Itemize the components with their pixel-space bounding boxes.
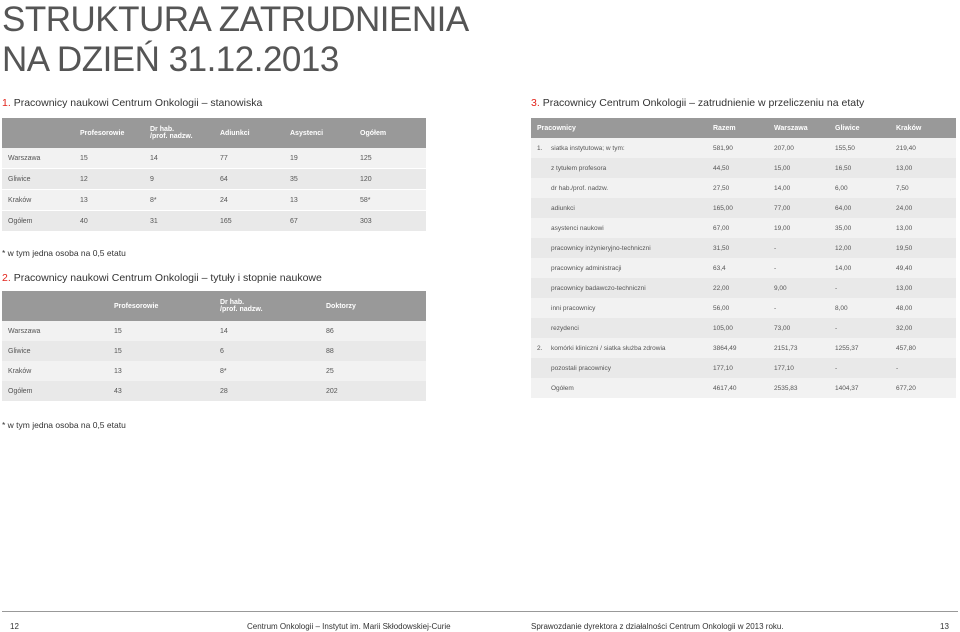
table-cell: 77,00	[774, 198, 835, 218]
row-label: Kraków	[2, 190, 80, 211]
table-body	[2, 321, 426, 401]
table-cell: 22,00	[713, 278, 774, 298]
table-cell: 219,40	[896, 138, 956, 158]
table-cell: -	[835, 318, 896, 338]
table-cell: 43	[114, 381, 220, 401]
table-row	[531, 358, 956, 378]
table-cell: 67	[290, 211, 360, 232]
section1-title: Pracownicy naukowi Centrum Onkologii – stanowiska	[13, 97, 263, 109]
table-cell: 27,50	[713, 178, 774, 198]
row-number	[531, 278, 545, 298]
table-cell: -	[774, 238, 835, 258]
table-cell: 7,50	[896, 178, 956, 198]
table-row	[531, 238, 956, 258]
table-cell: 49,40	[896, 258, 956, 278]
table-cell: 12	[80, 169, 150, 190]
row-number	[531, 378, 545, 398]
row-label: pracownicy badawczo-techniczni	[545, 278, 713, 298]
table-cell: 6,00	[835, 178, 896, 198]
row-number	[531, 198, 545, 218]
table-row	[531, 158, 956, 178]
table-cell: 58*	[360, 190, 426, 211]
page-title	[2, 0, 469, 80]
table-row	[531, 338, 956, 358]
table-cell: 202	[326, 381, 426, 401]
table-cell: -	[774, 298, 835, 318]
column-header: Doktorzy	[326, 291, 426, 321]
table-header-row	[2, 118, 426, 148]
table-row	[531, 278, 956, 298]
column-header: Kraków	[896, 118, 956, 138]
table-cell: 9	[150, 169, 220, 190]
table-fte	[531, 118, 956, 398]
table-cell: 64	[220, 169, 290, 190]
row-label: pracownicy inżynieryjno-techniczni	[545, 238, 713, 258]
row-label: dr hab./prof. nadzw.	[545, 178, 713, 198]
table-cell: 40	[80, 211, 150, 232]
row-label: pracownicy administracji	[545, 258, 713, 278]
column-header	[2, 291, 114, 321]
row-label: adiunkci	[545, 198, 713, 218]
table-cell: 177,10	[774, 358, 835, 378]
row-number	[531, 358, 545, 378]
table-cell: -	[835, 358, 896, 378]
table-cell: 13,00	[896, 278, 956, 298]
table-degrees	[2, 291, 426, 401]
table-cell: 177,10	[713, 358, 774, 378]
row-label: asystenci naukowi	[545, 218, 713, 238]
table-cell: 14	[150, 148, 220, 169]
page-number-left: 12	[10, 622, 19, 631]
table-header-row	[531, 118, 956, 138]
table-cell: 13	[80, 190, 150, 211]
table-cell: 67,00	[713, 218, 774, 238]
table-cell: 581,90	[713, 138, 774, 158]
row-number	[531, 218, 545, 238]
column-header: Gliwice	[835, 118, 896, 138]
footer-institution: Centrum Onkologii – Instytut im. Marii Skłodowskiej-Curie	[247, 622, 451, 631]
row-label: rezydenci	[545, 318, 713, 338]
row-label: Warszawa	[2, 148, 80, 169]
table-cell: 48,00	[896, 298, 956, 318]
row-label: komórki kliniczni / siatka służba zdrowia	[545, 338, 713, 358]
table-cell: 13,00	[896, 158, 956, 178]
footer-report-title: Sprawozdanie dyrektora z działalności Centrum Onkologii w 2013 roku.	[531, 622, 784, 631]
table-cell: 32,00	[896, 318, 956, 338]
row-label: z tytułem profesora	[545, 158, 713, 178]
page-title-line2: NA DZIEŃ 31.12.2013	[2, 40, 339, 79]
row-number	[531, 178, 545, 198]
footnote: * w tym jedna osoba na 0,5 etatu	[2, 248, 126, 258]
table-cell: 2151,73	[774, 338, 835, 358]
table-cell: 120	[360, 169, 426, 190]
section3-heading	[531, 97, 864, 109]
table-cell: 44,50	[713, 158, 774, 178]
table-cell: 14,00	[835, 258, 896, 278]
table-row	[531, 318, 956, 338]
table-positions	[2, 118, 426, 232]
row-label: Gliwice	[2, 341, 114, 361]
table-cell: 15	[114, 341, 220, 361]
table-cell: 77	[220, 148, 290, 169]
table-cell: 6	[220, 341, 326, 361]
table-row	[2, 381, 426, 401]
table-cell: 677,20	[896, 378, 956, 398]
table-cell: 13	[114, 361, 220, 381]
table-cell: -	[774, 258, 835, 278]
table-row	[2, 148, 426, 169]
table-cell: 86	[326, 321, 426, 341]
column-header: Ogółem	[360, 118, 426, 148]
row-number	[531, 298, 545, 318]
section2-heading	[2, 272, 322, 284]
column-header	[2, 118, 80, 148]
row-number	[531, 318, 545, 338]
row-label: Ogółem	[545, 378, 713, 398]
table-cell: 207,00	[774, 138, 835, 158]
table-cell: 8,00	[835, 298, 896, 318]
table-row	[531, 198, 956, 218]
page-number-right: 13	[940, 622, 949, 631]
table-cell: 457,80	[896, 338, 956, 358]
table-cell: -	[896, 358, 956, 378]
table-row	[531, 218, 956, 238]
table-cell: 56,00	[713, 298, 774, 318]
row-label: siatka instytutowa; w tym:	[545, 138, 713, 158]
table-cell: 3864,49	[713, 338, 774, 358]
section1-heading	[2, 97, 262, 109]
page-title-line1: STRUKTURA ZATRUDNIENIA	[2, 0, 469, 39]
row-label: Warszawa	[2, 321, 114, 341]
table-cell: 2535,83	[774, 378, 835, 398]
row-label: Kraków	[2, 361, 114, 381]
column-header: Dr hab. /prof. nadzw.	[150, 118, 220, 148]
table-cell: 8*	[150, 190, 220, 211]
table-cell: 12,00	[835, 238, 896, 258]
footer-divider	[2, 611, 958, 612]
row-number: 2.	[531, 338, 545, 358]
row-label: Gliwice	[2, 169, 80, 190]
column-header: Asystenci	[290, 118, 360, 148]
table-cell: 19,50	[896, 238, 956, 258]
table-cell: 125	[360, 148, 426, 169]
table-row	[531, 378, 956, 398]
footnote: * w tym jedna osoba na 0,5 etatu	[2, 420, 126, 430]
column-header: Warszawa	[774, 118, 835, 138]
table-row	[2, 361, 426, 381]
table-row	[531, 258, 956, 278]
table-cell: 15,00	[774, 158, 835, 178]
table-cell: 19,00	[774, 218, 835, 238]
column-header: Profesorowie	[114, 291, 220, 321]
table-cell: 13,00	[896, 218, 956, 238]
section2-number: 2.	[2, 272, 11, 284]
table-cell: 1255,37	[835, 338, 896, 358]
table-cell: 13	[290, 190, 360, 211]
table-cell: 165,00	[713, 198, 774, 218]
table-cell: 1404,37	[835, 378, 896, 398]
column-header: Profesorowie	[80, 118, 150, 148]
table-cell: 16,50	[835, 158, 896, 178]
table-cell: 14,00	[774, 178, 835, 198]
column-header: Razem	[713, 118, 774, 138]
column-header: Dr hab. /prof. nadzw.	[220, 291, 326, 321]
row-number	[531, 258, 545, 278]
table-cell: 9,00	[774, 278, 835, 298]
table-cell: 24	[220, 190, 290, 211]
section1-number: 1.	[2, 97, 11, 109]
table-cell: 15	[114, 321, 220, 341]
row-number	[531, 238, 545, 258]
row-label: pozostali pracownicy	[545, 358, 713, 378]
column-header: Adiunkci	[220, 118, 290, 148]
table-cell: 25	[326, 361, 426, 381]
row-label: Ogółem	[2, 381, 114, 401]
table-row	[2, 341, 426, 361]
table-header-row	[2, 291, 426, 321]
table-cell: 35,00	[835, 218, 896, 238]
table-cell: 155,50	[835, 138, 896, 158]
row-label: inni pracownicy	[545, 298, 713, 318]
table-cell: 303	[360, 211, 426, 232]
table-cell: 105,00	[713, 318, 774, 338]
table-row	[2, 321, 426, 341]
table-cell: 31,50	[713, 238, 774, 258]
table-cell: 8*	[220, 361, 326, 381]
table-cell: 14	[220, 321, 326, 341]
table-cell: 19	[290, 148, 360, 169]
table-cell: 24,00	[896, 198, 956, 218]
table-row	[531, 298, 956, 318]
row-number	[531, 158, 545, 178]
table-row	[531, 178, 956, 198]
section2-title: Pracownicy naukowi Centrum Onkologii – tytuły i stopnie naukowe	[13, 272, 322, 284]
table-cell: 35	[290, 169, 360, 190]
section3-number: 3.	[531, 97, 540, 109]
table-cell: 88	[326, 341, 426, 361]
row-number: 1.	[531, 138, 545, 158]
table-cell: 4617,40	[713, 378, 774, 398]
table-cell: 28	[220, 381, 326, 401]
table-cell: 31	[150, 211, 220, 232]
table-cell: 73,00	[774, 318, 835, 338]
table-row	[2, 211, 426, 232]
table-cell: -	[835, 278, 896, 298]
table-cell: 64,00	[835, 198, 896, 218]
section3-title: Pracownicy Centrum Onkologii – zatrudnienie w przeliczeniu na etaty	[542, 97, 865, 109]
table-row	[531, 138, 956, 158]
table-cell: 15	[80, 148, 150, 169]
column-header: Pracownicy	[531, 118, 713, 138]
row-label: Ogółem	[2, 211, 80, 232]
table-row	[2, 169, 426, 190]
table-body	[2, 148, 426, 232]
table-body	[531, 138, 956, 398]
table-cell: 165	[220, 211, 290, 232]
table-row	[2, 190, 426, 211]
table-cell: 63,4	[713, 258, 774, 278]
